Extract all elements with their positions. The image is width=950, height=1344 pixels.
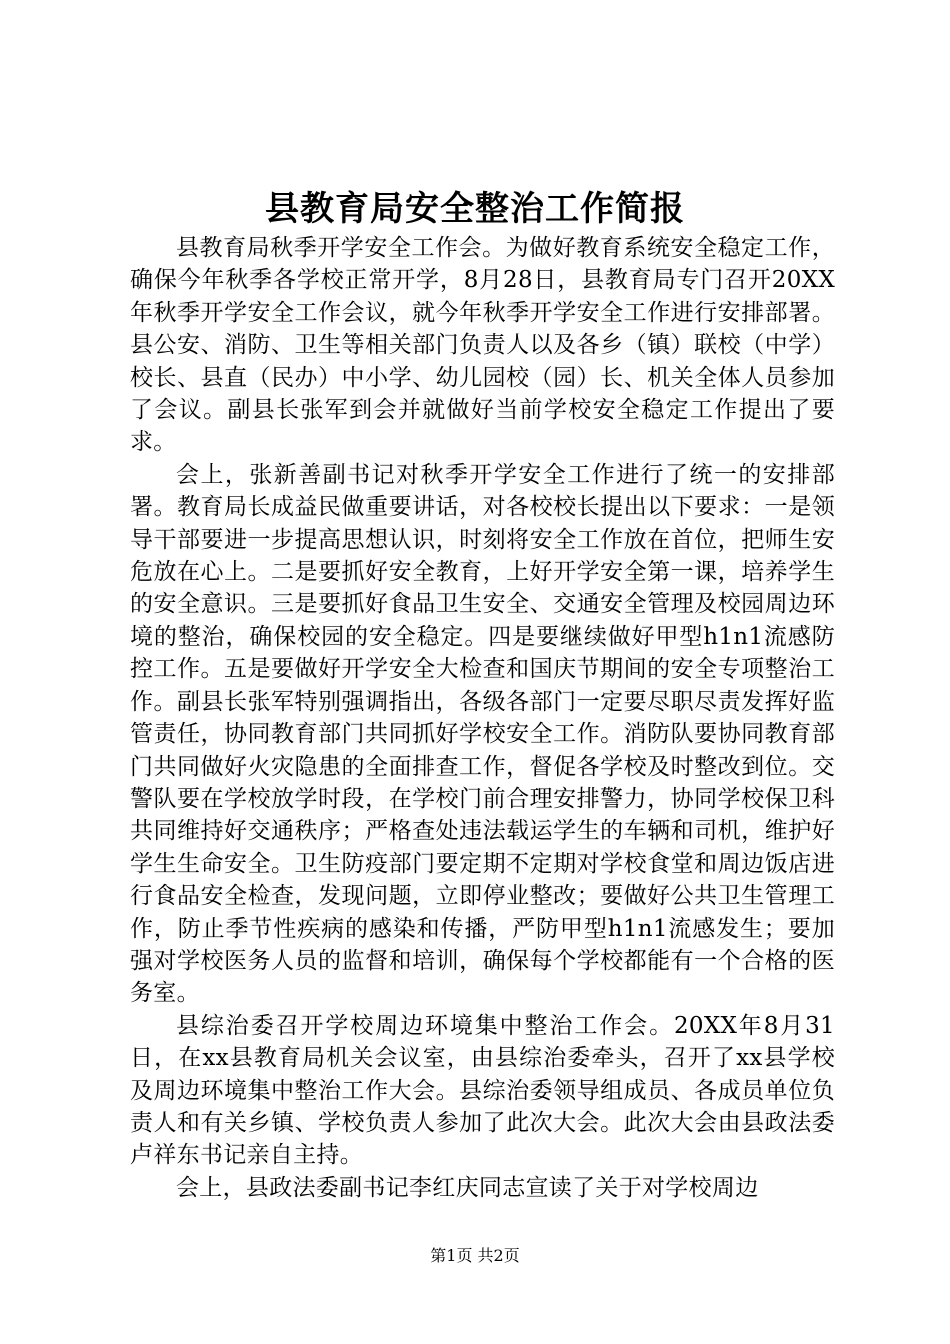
paragraph-2: 会上，张新善副书记对秋季开学安全工作进行了统一的安排部署。教育局长成益民做重要讲话，对各校校长提出以下要求：一是领导干部要进一步提高思想认识，时刻将安全工作放在首位，把师生安危放在心上。二是要抓好安全教育，上好开学安全第一课，培养学生的安全意识。三是要抓好食品卫生安全、交通安全管理及校园周边环境的整治，确保校园的安全稳定。四是要继续做好甲型h1n1流感防控工作。五是要做好开学安全大检查和国庆节期间的安全专项整治工作。副县长张军特别强调指出，各级各部门一定要尽职尽责发挥好监管责任，协同教育部门共同抓好学校安全工作。消防队要协同教育部门共同做好火灾隐患的全面排查工作，督促各学校及时整改到位。交警队要在学校放学时段，在学校门前合理安排警力，协同学校保卫科共同维持好交通秩序；严格查处违法载运学生的车辆和司机，维护好学生生命安全。卫生防疫部门要定期不定期对学校食堂和周边饭店进行食品安全检查，发现问题，立即停业整改；要做好公共卫生管理工作，防止季节性疾病的感染和传播，严防甲型h1n1流感发生；要加强对学校医务人员的监督和培训，确保每个学校都能有一个合格的医务室。 [130, 461, 835, 1007]
document-title: 县教育局安全整治工作简报 [265, 189, 685, 229]
paragraph-3: 县综治委召开学校周边环境集中整治工作会。20XX年8月31日，在xx县教育局机关会议室，由县综治委牵头，召开了xx县学校及周边环境集中整治工作大会。县综治委领导组成员、各成员单位负责人和有关乡镇、学校负责人参加了此次大会。此次大会由县政法委卢祥东书记亲自主持。 [130, 1012, 835, 1169]
paragraph-4: 会上，县政法委副书记李红庆同志宣读了关于对学校周边 [176, 1174, 759, 1201]
paragraph-1: 县教育局秋季开学安全工作会。为做好教育系统安全稳定工作，确保今年秋季各学校正常开学，8月28日，县教育局专门召开20XX年秋季开学安全工作会议，就今年秋季开学安全工作进行安排部署。县公安、消防、卫生等相关部门负责人以及各乡（镇）联校（中学）校长、县直（民办）中小学、幼儿园校（园）长、机关全体人员参加了会议。副县长张军到会并就做好当前学校安全稳定工作提出了要求。 [130, 235, 835, 456]
document-body [130, 232, 835, 1204]
page-number-footer: 第1页 共2页 [430, 1246, 520, 1265]
